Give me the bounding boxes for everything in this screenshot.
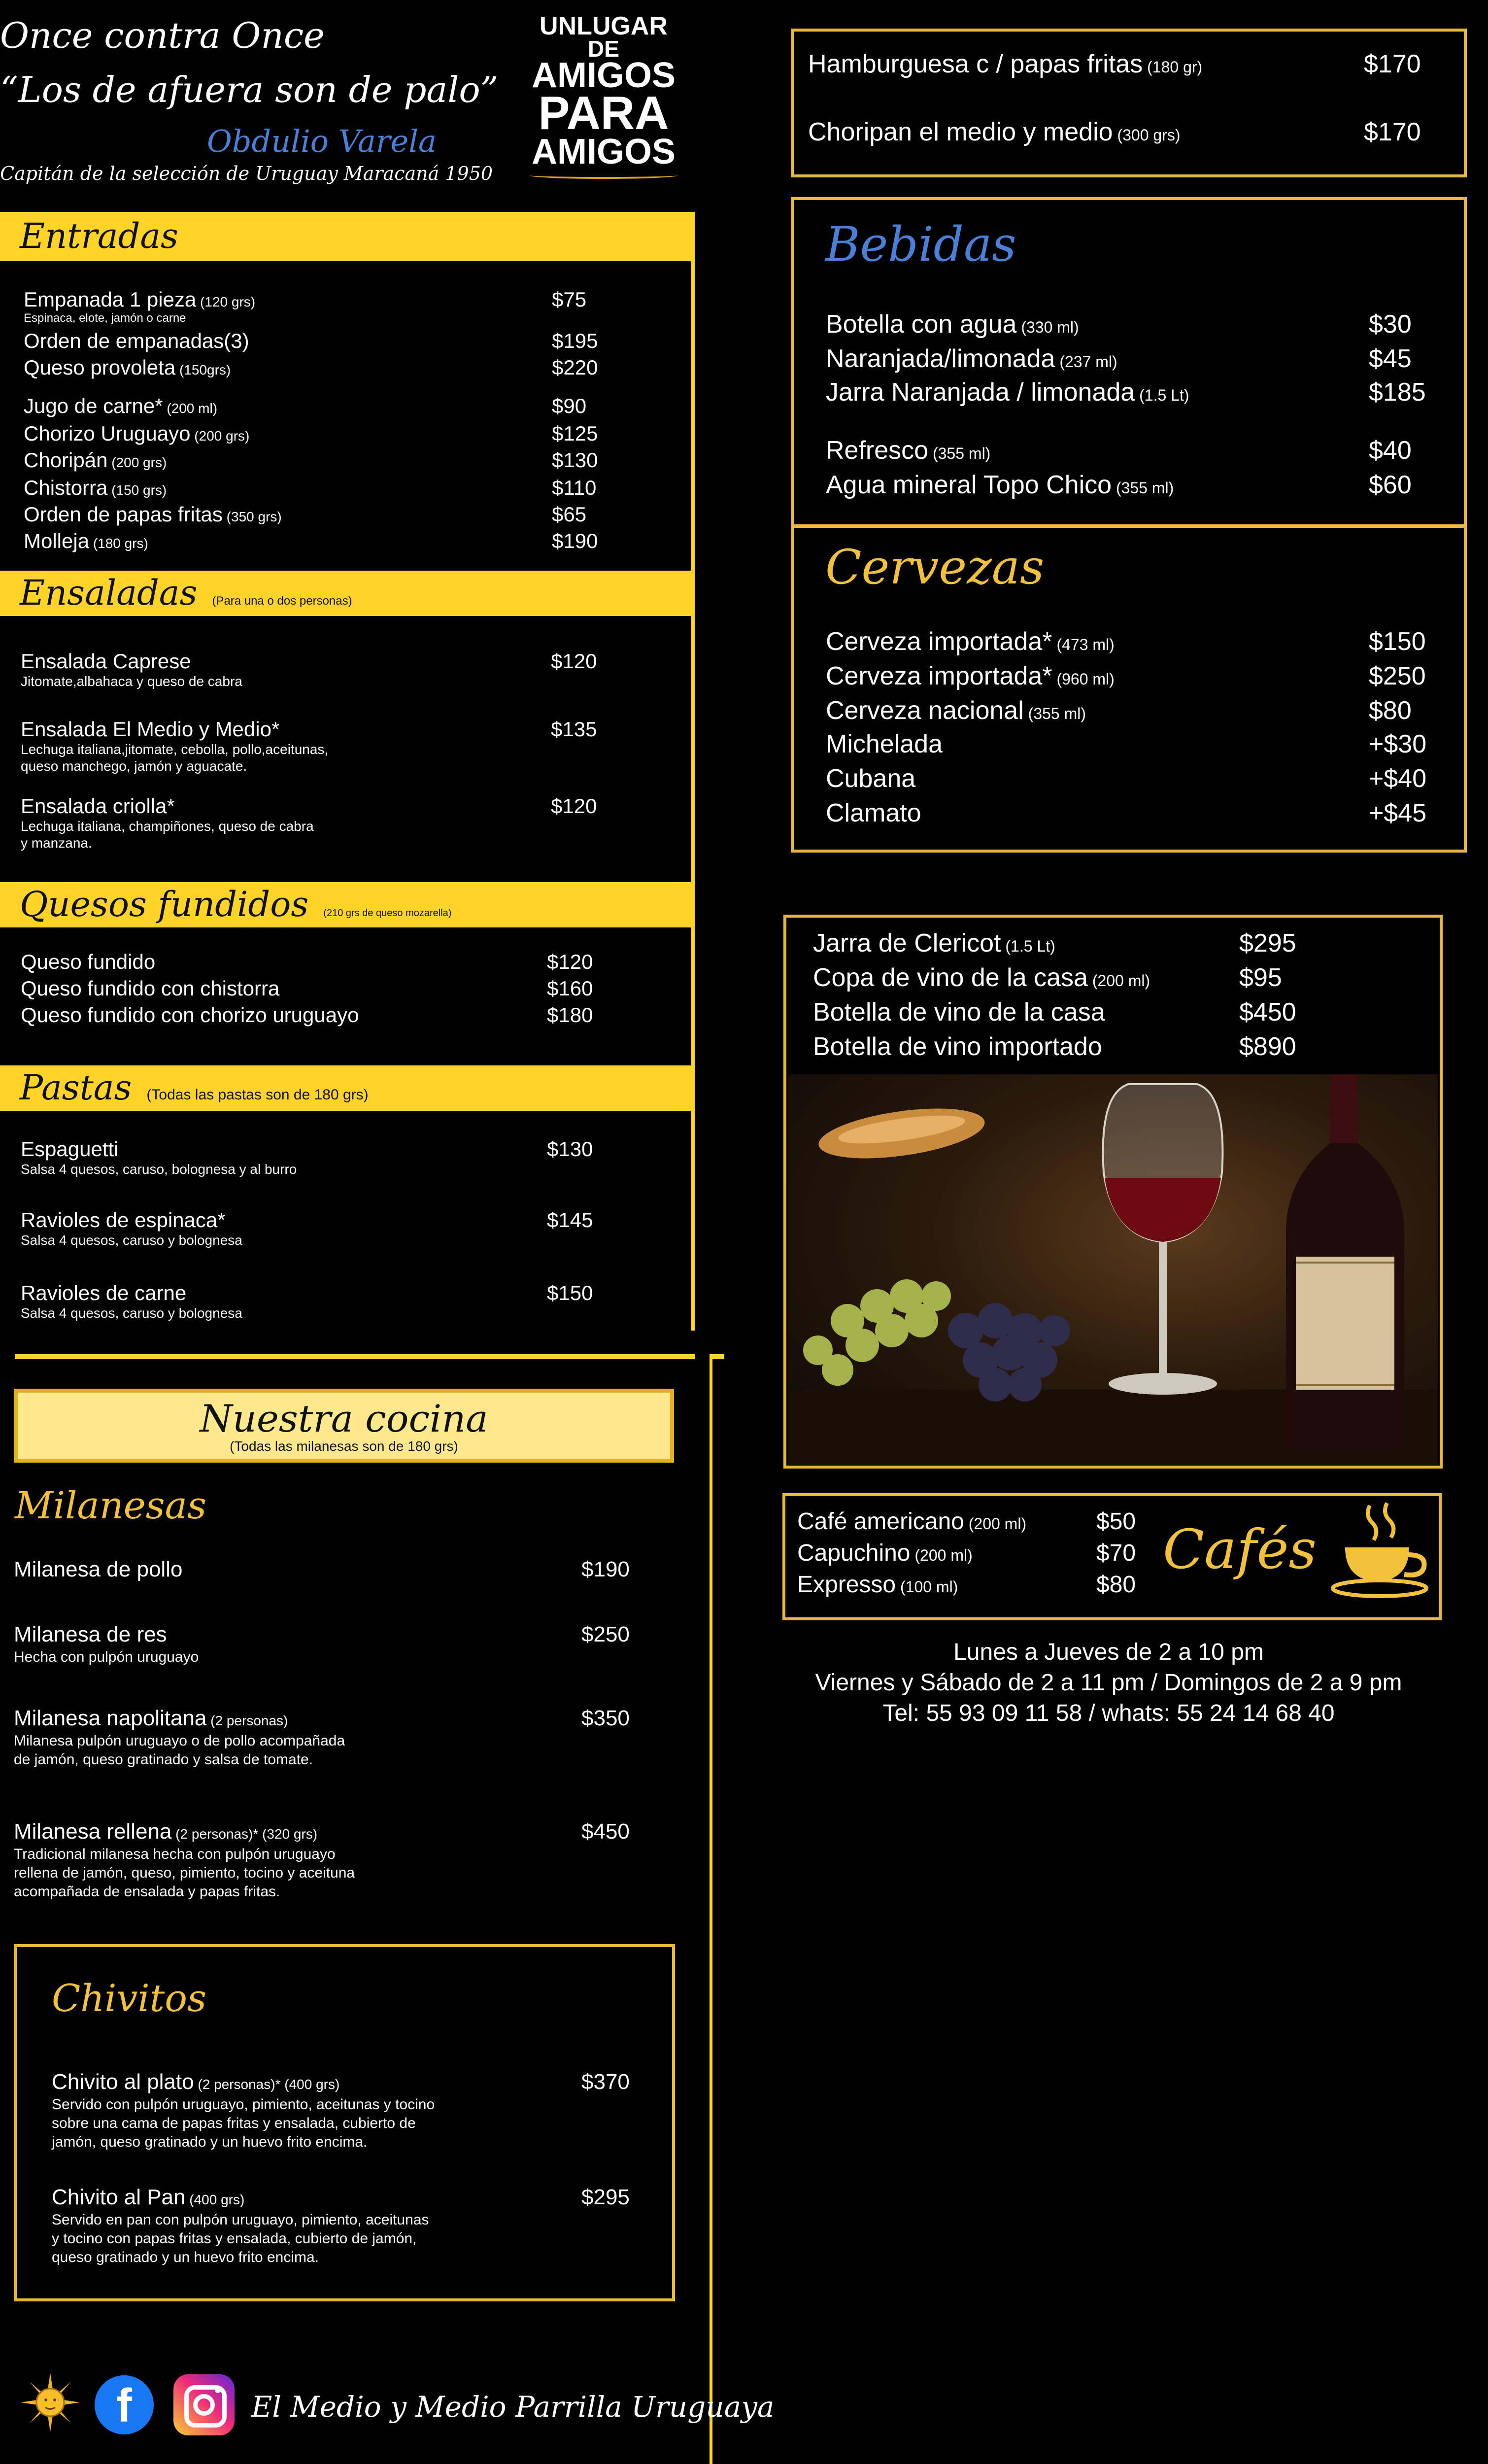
vinos-price: $295	[1239, 929, 1296, 958]
milanesas-desc: Hecha con pulpón uruguayo	[14, 1649, 199, 1665]
cafes-title: Cafés	[1163, 1518, 1317, 1581]
bebidas-price: $60	[1369, 471, 1412, 499]
pastas-note: (Todas las pastas son de 180 grs)	[146, 1087, 369, 1103]
vinos-item	[813, 1032, 1102, 1061]
pastas-desc: Salsa 4 quesos, caruso, bolognesa y al burro	[21, 1162, 297, 1177]
chivitos-price: $295	[581, 2185, 630, 2209]
quesos-item	[21, 950, 155, 974]
pastas-price: $130	[547, 1137, 593, 1161]
milanesas-item	[14, 1622, 167, 1647]
entradas-price: $190	[552, 529, 598, 552]
ensaladas-note: (Para una o dos personas)	[212, 594, 352, 608]
ensaladas-price: $120	[551, 794, 597, 818]
cervezas-item-size: (473 ml)	[1052, 636, 1115, 653]
logo-line-1: UNLUGAR	[540, 12, 668, 40]
quesos-item	[21, 1003, 359, 1027]
instagram-icon[interactable]	[173, 2374, 235, 2435]
bebidas-item	[826, 309, 1079, 339]
ensaladas-price: $120	[551, 650, 597, 673]
bebidas-item	[826, 377, 1189, 407]
vinos-item-name: Copa de vino de la casa	[813, 963, 1088, 992]
cervezas-title: Cervezas	[825, 540, 1045, 595]
bebidas-item-size: (355 ml)	[928, 445, 991, 462]
cafes-item-size: (100 ml)	[896, 1578, 958, 1596]
vinos-item-size: (1.5 Lt)	[1001, 937, 1055, 955]
cafes-price: $80	[1096, 1572, 1136, 1598]
ensaladas-price: $135	[551, 718, 597, 741]
pastas-desc: Salsa 4 quesos, caruso y bolognesa	[21, 1232, 242, 1248]
entradas-item	[24, 448, 167, 472]
cervezas-item-name: Cerveza nacional	[826, 696, 1024, 725]
chivitos-item-size: (400 grs)	[185, 2192, 245, 2207]
chivitos-item	[52, 2070, 339, 2094]
cafes-price: $70	[1096, 1540, 1136, 1566]
entradas-item-name: Jugo de carne*	[24, 394, 163, 417]
milanesas-item-size: (2 personas)	[206, 1713, 288, 1728]
cafes-item	[797, 1508, 1026, 1535]
quesos-title-wrap	[20, 884, 451, 924]
cocina-banner	[14, 1389, 674, 1463]
cervezas-item	[826, 661, 1115, 691]
milanesas-item-name: Milanesa napolitana	[14, 1706, 207, 1730]
cafes-item-name: Expresso	[797, 1572, 896, 1598]
bebidas-item-size: (355 ml)	[1112, 479, 1174, 497]
logo-underline	[530, 172, 677, 179]
logo-line-4: PARA	[538, 87, 669, 140]
milanesas-item-name: Milanesa de res	[14, 1622, 167, 1646]
entradas-header	[0, 212, 695, 261]
entradas-item	[24, 329, 249, 353]
vinos-price: $95	[1239, 963, 1282, 992]
quote-author: Obdulio Varela	[207, 123, 437, 159]
cervezas-price: $80	[1369, 696, 1412, 725]
milanesas-item	[14, 1819, 317, 1844]
entradas-item-size: (150 grs)	[107, 482, 167, 498]
bebidas-item	[826, 344, 1117, 374]
cervezas-price: +$45	[1369, 799, 1427, 827]
logo-line-3: AMIGOS	[531, 56, 676, 96]
pastas-header	[0, 1065, 695, 1111]
bebidas-title: Bebidas	[825, 217, 1016, 272]
pastas-desc: Salsa 4 quesos, caruso y bolognesa	[21, 1305, 242, 1321]
cervezas-item-name: Cubana	[826, 764, 916, 793]
bebidas-item	[826, 470, 1174, 500]
entradas-item	[24, 422, 249, 445]
bebidas-price: $45	[1369, 344, 1412, 373]
cafes-item-name: Café americano	[797, 1508, 964, 1535]
pastas-item-name: Ravioles de espinaca*	[21, 1208, 226, 1232]
cervezas-item-name: Clamato	[826, 799, 921, 827]
cervezas-item-size: (355 ml)	[1023, 705, 1086, 722]
entradas-item-size: (180 grs)	[89, 536, 148, 551]
chivitos-desc: Servido con pulpón uruguayo, pimiento, aceitunas y tocino sobre una cama de papas fritas y ensalada, cubierto de jamón, queso gratinado y un huevo frito encima.	[52, 2096, 435, 2150]
bebidas-item-size: (237 ml)	[1055, 353, 1117, 371]
vinos-item	[813, 928, 1055, 958]
vinos-item-name: Botella de vino de la casa	[813, 998, 1105, 1027]
quote-line-1: Once contra Once	[0, 15, 325, 56]
chivitos-item-name: Chivito al Pan	[52, 2185, 186, 2209]
left-column-border	[691, 212, 695, 1331]
cocina-title: Nuestra cocina	[200, 1397, 488, 1440]
entradas-item-name: Empanada 1 pieza	[24, 288, 197, 311]
cervezas-price: $150	[1369, 627, 1426, 656]
entradas-item-size: (150grs)	[175, 362, 231, 377]
logo-line-2: DE	[588, 35, 619, 62]
pastas-title-wrap	[20, 1067, 369, 1108]
cervezas-item	[826, 798, 921, 828]
vinos-item-name: Jarra de Clericot	[813, 929, 1001, 958]
entradas-item	[24, 394, 217, 418]
entradas-item	[24, 503, 282, 526]
cervezas-item	[826, 627, 1115, 656]
entradas-price: $125	[552, 422, 598, 445]
logo-line-5: AMIGOS	[531, 132, 676, 171]
quesos-item-name: Queso fundido con chorizo uruguayo	[21, 1003, 359, 1027]
vinos-item	[813, 997, 1105, 1027]
entradas-item-size: (350 grs)	[222, 509, 282, 524]
quesos-item-name: Queso fundido	[21, 950, 156, 973]
ensaladas-title: Ensaladas	[20, 573, 198, 613]
pastas-item	[21, 1208, 226, 1232]
hamburguesa-item	[808, 117, 1180, 147]
milanesas-item-name: Milanesa de pollo	[14, 1557, 183, 1581]
wine-illustration	[788, 1074, 1438, 1465]
vinos-item	[813, 963, 1150, 992]
ensaladas-item-name: Ensalada Caprese	[21, 650, 191, 673]
entradas-price: $130	[552, 448, 598, 472]
bebidas-price: $30	[1369, 310, 1412, 339]
entradas-item	[24, 356, 231, 379]
coffee-cup-icon	[1330, 1501, 1434, 1599]
entradas-price: $90	[552, 394, 587, 417]
ensaladas-desc: Jitomate,albahaca y queso de cabra	[21, 674, 242, 689]
info-phone: Tel: 55 93 09 11 58 / whats: 55 24 14 68 40	[882, 1700, 1335, 1726]
hamburguesa-item-size: (180 gr)	[1143, 58, 1203, 76]
hamburguesa-item-name: Hamburguesa c / papas fritas	[808, 50, 1143, 78]
ensaladas-desc: Lechuga italiana,jitomate, cebolla, pollo,aceitunas, queso manchego, jamón y aguacate.	[21, 742, 329, 774]
entradas-desc: Espinaca, elote, jamón o carne	[24, 311, 186, 325]
quesos-item	[21, 977, 279, 1000]
cocina-note: (Todas las milanesas son de 180 grs)	[230, 1438, 458, 1454]
hamburguesa-item-size: (300 grs)	[1113, 126, 1181, 144]
entradas-item	[24, 476, 167, 500]
milanesas-item-size: (2 personas)* (320 grs)	[171, 1826, 318, 1842]
bebidas-price: $40	[1369, 436, 1412, 465]
milanesas-desc: Tradicional milanesa hecha con pulpón uruguayo rellena de jamón, queso, pimiento, tocino y aceituna acompañada de ensalada y papas fritas.	[14, 1846, 355, 1900]
entradas-item-size: (120 grs)	[196, 294, 256, 309]
cervezas-item	[826, 696, 1086, 725]
bebidas-item-size: (330 ml)	[1016, 318, 1079, 336]
entradas-item	[24, 529, 148, 553]
sun-icon	[21, 2373, 80, 2432]
ensaladas-desc: Lechuga italiana, champiñones, queso de cabra y manzana.	[21, 819, 314, 851]
entradas-price: $110	[552, 476, 597, 499]
bebidas-item-size: (1.5 Lt)	[1135, 386, 1189, 404]
chivitos-title: Chivitos	[52, 1976, 206, 2020]
bebidas-item-name: Refresco	[826, 436, 929, 465]
bebidas-item-name: Jarra Naranjada / limonada	[826, 378, 1135, 407]
quesos-price: $180	[547, 1003, 593, 1027]
cafes-item-size: (200 ml)	[964, 1515, 1027, 1533]
hamburguesa-price: $170	[1364, 118, 1421, 146]
milanesas-desc: Milanesa pulpón uruguayo o de pollo acompañada de jamón, queso gratinado y salsa de tomate.	[14, 1733, 345, 1768]
hamburguesa-item	[808, 49, 1202, 79]
quesos-price: $120	[547, 950, 593, 973]
entradas-item-name: Queso provoleta	[24, 356, 176, 379]
entradas-title: Entradas	[20, 216, 178, 256]
milanesas-title: Milanesas	[15, 1483, 206, 1527]
cafes-item	[797, 1571, 958, 1598]
ensaladas-header	[0, 571, 695, 616]
pastas-bottom-line	[15, 1354, 695, 1359]
entradas-price: $195	[552, 329, 598, 352]
entradas-item	[24, 288, 255, 311]
cafes-item	[797, 1540, 973, 1567]
vinos-price: $450	[1239, 998, 1296, 1027]
info-block	[749, 1637, 1468, 1729]
cervezas-item	[826, 764, 915, 793]
cervezas-price: +$40	[1369, 764, 1427, 793]
chivitos-item-name: Chivito al plato	[52, 2070, 194, 2094]
milanesas-price: $350	[581, 1706, 630, 1730]
entradas-item-size: (200 grs)	[107, 455, 167, 470]
entradas-item-name: Orden de papas fritas	[24, 503, 223, 526]
cervezas-price: +$30	[1369, 730, 1427, 758]
facebook-icon[interactable]: f	[95, 2375, 154, 2434]
pastas-item	[21, 1137, 118, 1161]
vinos-item-size: (200 ml)	[1087, 972, 1150, 990]
info-hours-weekend: Viernes y Sábado de 2 a 11 pm / Domingos de 2 a 9 pm	[815, 1670, 1402, 1696]
bebidas-item-name: Botella con agua	[826, 310, 1017, 339]
pastas-title: Pastas	[20, 1067, 132, 1108]
ensaladas-item-name: Ensalada criolla*	[21, 794, 175, 818]
cervezas-item	[826, 729, 943, 759]
entradas-price: $75	[552, 288, 587, 311]
info-hours-weekdays: Lunes a Jueves de 2 a 10 pm	[953, 1639, 1264, 1665]
pastas-price: $145	[547, 1208, 593, 1232]
cervezas-price: $250	[1369, 662, 1426, 690]
entradas-item-size: (200 ml)	[163, 401, 218, 416]
entradas-price: $220	[552, 356, 598, 379]
cervezas-item-size: (960 ml)	[1052, 670, 1115, 688]
entradas-item-name: Chorizo Uruguayo	[24, 422, 191, 445]
cervezas-item-name: Cerveza importada*	[826, 627, 1052, 656]
bebidas-price: $185	[1369, 378, 1426, 407]
bebidas-item-name: Agua mineral Topo Chico	[826, 471, 1112, 499]
logo	[522, 12, 685, 192]
quesos-note: (210 grs de queso mozarella)	[323, 908, 452, 919]
milanesas-item	[14, 1706, 288, 1731]
cervezas-item-name: Michelada	[826, 730, 943, 758]
chivitos-desc: Servido en pan con pulpón uruguayo, pimiento, aceitunas y tocino con papas fritas y ensalada, cubierto de jamón, queso gratinado y un huevo frito encima.	[52, 2212, 429, 2265]
vinos-price: $890	[1239, 1032, 1296, 1061]
milanesas-item-name: Milanesa rellena	[14, 1819, 172, 1844]
quote-author-note: Capitán de la selección de Uruguay Maracaná 1950	[0, 163, 493, 184]
entradas-item-name: Choripán	[24, 448, 108, 472]
entradas-item-size: (200 grs)	[190, 428, 250, 444]
milanesas-price: $450	[581, 1819, 630, 1844]
chivitos-price: $370	[581, 2070, 630, 2094]
quesos-price: $160	[547, 977, 593, 1000]
entradas-item-name: Orden de empanadas(3)	[24, 329, 249, 352]
bebidas-item-name: Naranjada/limonada	[826, 344, 1055, 373]
quesos-item-name: Queso fundido con chistorra	[21, 977, 280, 1000]
quesos-header	[0, 882, 695, 927]
pastas-price: $150	[547, 1281, 593, 1304]
ensaladas-title-wrap	[20, 573, 352, 613]
vinos-item-name: Botella de vino importado	[813, 1032, 1102, 1061]
ensaladas-item-name: Ensalada El Medio y Medio*	[21, 718, 280, 741]
hamburguesa-price: $170	[1364, 50, 1421, 78]
quesos-title: Quesos fundidos	[20, 884, 309, 924]
center-divider-line	[710, 1354, 712, 2464]
pastas-item-name: Ravioles de carne	[21, 1281, 187, 1304]
ensaladas-item	[21, 650, 191, 673]
entradas-item-name: Chistorra	[24, 476, 108, 499]
ensaladas-item	[21, 794, 175, 818]
cafes-item-size: (200 ml)	[910, 1546, 973, 1564]
chivitos-item-size: (2 personas)* (400 grs)	[194, 2077, 340, 2092]
milanesas-item	[14, 1557, 182, 1582]
quote-line-2: “Los de afuera son de palo”	[0, 69, 499, 110]
hamburguesa-item-name: Choripan el medio y medio	[808, 118, 1113, 146]
footer-brand: El Medio y Medio Parrilla Uruguaya	[251, 2390, 775, 2424]
entradas-item-name: Molleja	[24, 529, 90, 552]
entradas-price: $65	[552, 503, 587, 526]
pastas-item	[21, 1281, 186, 1305]
cervezas-item-name: Cerveza importada*	[826, 662, 1052, 690]
bebidas-item	[826, 436, 990, 465]
pastas-item-name: Espaguetti	[21, 1137, 119, 1161]
cafes-price: $50	[1096, 1508, 1136, 1535]
milanesas-price: $250	[581, 1622, 630, 1646]
milanesas-price: $190	[581, 1557, 630, 1581]
chivitos-item	[52, 2185, 244, 2210]
ensaladas-item	[21, 718, 279, 741]
cafes-item-name: Capuchino	[797, 1540, 911, 1566]
